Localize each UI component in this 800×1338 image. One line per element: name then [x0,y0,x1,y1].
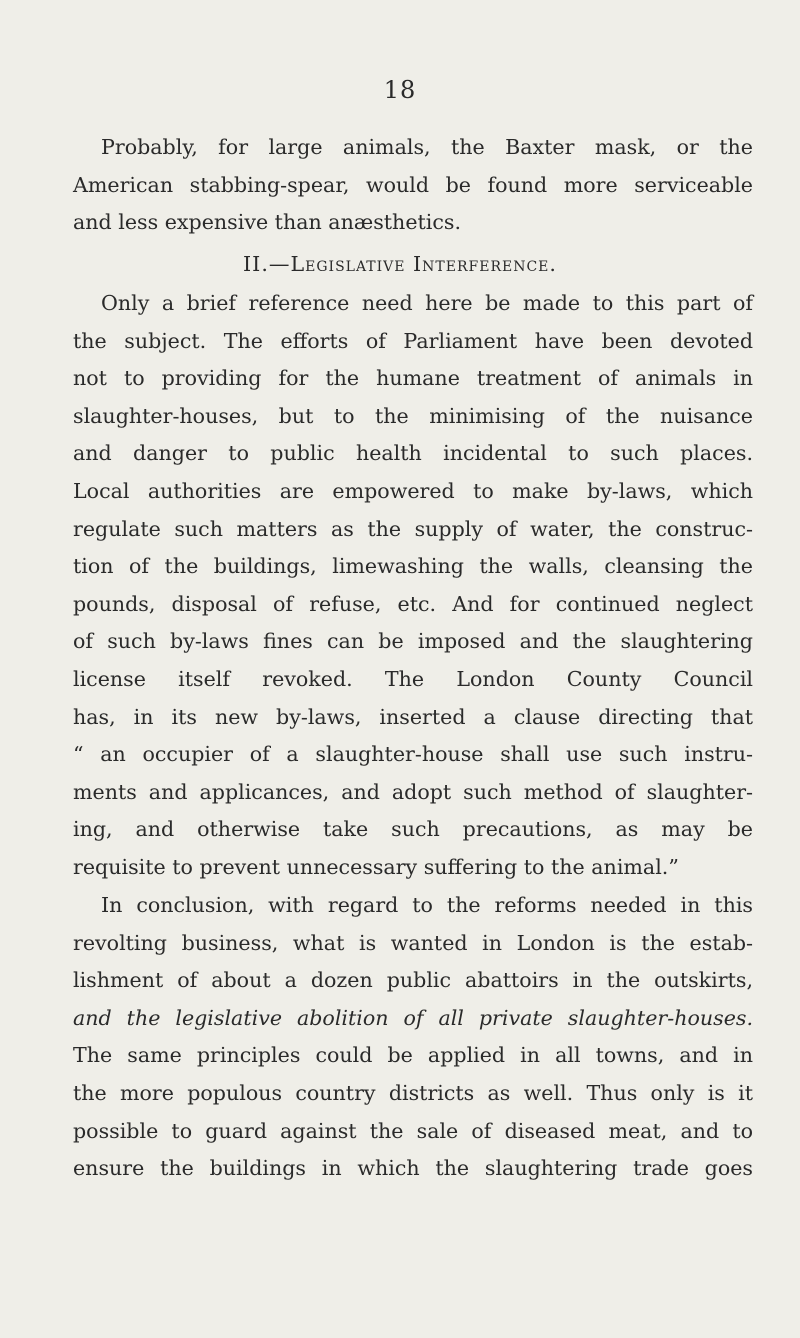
text-line: revolting business, what is wanted in London is the estab- [73,930,753,955]
text-line: American stabbing-spear, would be found more serviceable [73,172,753,197]
paragraph-1 [73,129,753,242]
text-line: the more populous country districts as well. Thus only is it [73,1080,753,1105]
text-line: and less expensive than anæsthetics. [73,210,462,235]
text-line: of such by-laws fines can be imposed and the slaughtering [73,629,753,654]
paragraph-2 [73,285,753,887]
text-line: tion of the buildings, limewashing the walls, cleansing the [73,554,753,579]
text-line: ing, and otherwise take such precautions, as may be [73,817,753,842]
text-line: has, in its new by-laws, inserted a clause directing that [73,704,753,729]
text-line: Probably, for large animals, the Baxter mask, or the [101,135,753,159]
text-line: ensure the buildings in which the slaughtering trade goes [73,1156,753,1181]
text-line: In conclusion, with regard to the reforms needed in this [101,893,753,917]
text-line: “ an occupier of a slaughter-house shall use such instru- [73,742,753,767]
section-heading: II.—Legislative Interference. [243,252,557,276]
text-line: ments and applicances, and adopt such method of slaughter- [73,779,753,804]
page-number: 18 [383,76,417,104]
text-line: pounds, disposal of refuse, etc. And for continued neglect [73,591,753,616]
text-line: Local authorities are empowered to make by-laws, which [73,478,753,503]
text-line: not to providing for the humane treatment of animals in [73,366,753,391]
text-line: Only a brief reference need here be made to this part of [101,291,753,315]
text-line: license itself revoked. The London County Council [73,666,753,691]
italic-text-line: and the legislative abolition of all private slaughter-houses. [73,1005,753,1030]
text-line: lishment of about a dozen public abattoirs in the outskirts, [73,968,753,993]
text-line: requisite to prevent unnecessary suffering to the animal.” [73,854,679,879]
text-line: regulate such matters as the supply of water, the construc- [73,516,753,541]
text-line: possible to guard against the sale of diseased meat, and to [73,1118,753,1143]
paragraph-3 [73,887,753,1188]
text-line: and danger to public health incidental to such places. [73,441,753,466]
text-line: The same principles could be applied in all towns, and in [73,1043,753,1068]
text-line: the subject. The efforts of Parliament have been devoted [73,328,753,353]
text-line: slaughter-houses, but to the minimising of the nuisance [73,403,753,428]
